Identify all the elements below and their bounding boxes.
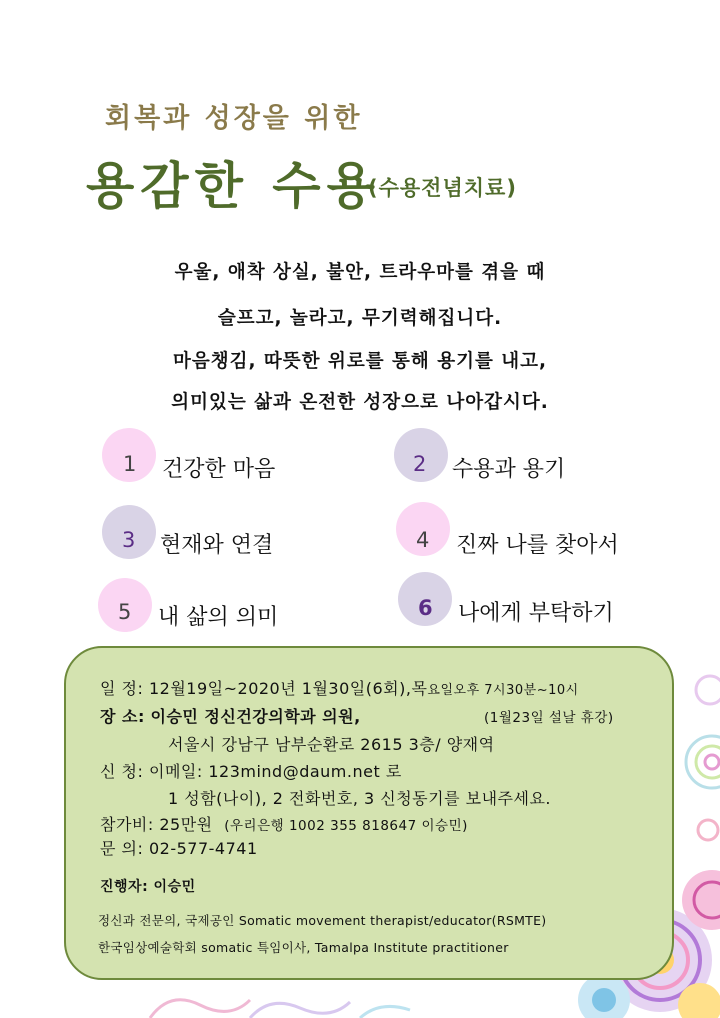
credential-2: 한국임상예술학회 somatic 특임이사, Tamalpa Institute practitioner <box>98 940 509 955</box>
page-title: 용감한 수용 <box>86 157 381 215</box>
topic-number: 4 <box>416 528 430 552</box>
contact-label: 문 의: <box>100 839 144 858</box>
place-address: 서울시 강남구 남부순환로 2615 3층/ 양재역 <box>168 735 495 754</box>
date-day: 목 <box>411 679 428 698</box>
date-row <box>100 676 579 699</box>
swirl-right <box>686 676 720 840</box>
apply-detail: 1 성함(나이), 2 전화번호, 3 신청동기를 보내주세요. <box>168 789 552 808</box>
topic-label: 나에게 부탁하기 <box>458 601 614 626</box>
topic-number: 2 <box>413 452 427 476</box>
topic-number: 3 <box>122 528 136 552</box>
topic-number: 5 <box>118 600 132 624</box>
topic-label: 건강한 마음 <box>162 457 276 482</box>
date-label: 일 정: <box>100 679 144 698</box>
intro-line-4: 의미있는 삶과 온전한 성장으로 나아갑시다. <box>171 392 549 413</box>
apply-label: 신 청: <box>100 762 144 781</box>
intro-line-2: 슬프고, 놀라고, 무기력해집니다. <box>217 308 503 329</box>
date-main: 12월19일~2020년 1월30일(6회), <box>148 679 412 698</box>
topic-label: 수용과 용기 <box>452 457 566 482</box>
place-label: 장 소: <box>100 707 145 726</box>
topic-number: 1 <box>123 452 137 476</box>
topic-label: 진짜 나를 찾아서 <box>456 533 619 558</box>
swirl-bottom <box>150 1000 410 1018</box>
place-name: 이승민 정신건강의학과 의원, <box>150 707 361 726</box>
fee-row <box>100 812 468 835</box>
apply-row <box>100 759 402 782</box>
place-row <box>100 704 361 727</box>
subtitle: 회복과 성장을 위한 <box>105 103 363 134</box>
place-note: (1월23일 설날 휴강) <box>484 710 614 726</box>
fee-amount: 25만원 <box>159 815 213 834</box>
contact-row <box>100 836 258 859</box>
title-subtitle: (수용전념치료) <box>368 176 517 200</box>
intro-line-3: 마음챙김, 따뜻한 위로를 통해 용기를 내고, <box>172 351 548 372</box>
intro-line-1: 우울, 애착 상실, 불안, 트라우마를 겪을 때 <box>174 262 546 283</box>
fee-label: 참가비: <box>100 815 154 834</box>
date-time: 요일오후 7시30분~10시 <box>427 683 579 698</box>
contact-phone: 02-577-4741 <box>148 839 258 858</box>
host: 진행자: 이승민 <box>100 879 196 895</box>
topic-number: 6 <box>418 596 433 620</box>
topic-label: 현재와 연결 <box>160 533 274 558</box>
apply-email: 이메일: 123mind@daum.net 로 <box>148 762 402 781</box>
topic-label: 내 삶의 의미 <box>158 605 279 630</box>
fee-account: (우리은행 1002 355 818647 이승민) <box>224 818 468 834</box>
credential-1: 정신과 전문의, 국제공인 Somatic movement therapist/educator(RSMTE) <box>98 913 547 928</box>
